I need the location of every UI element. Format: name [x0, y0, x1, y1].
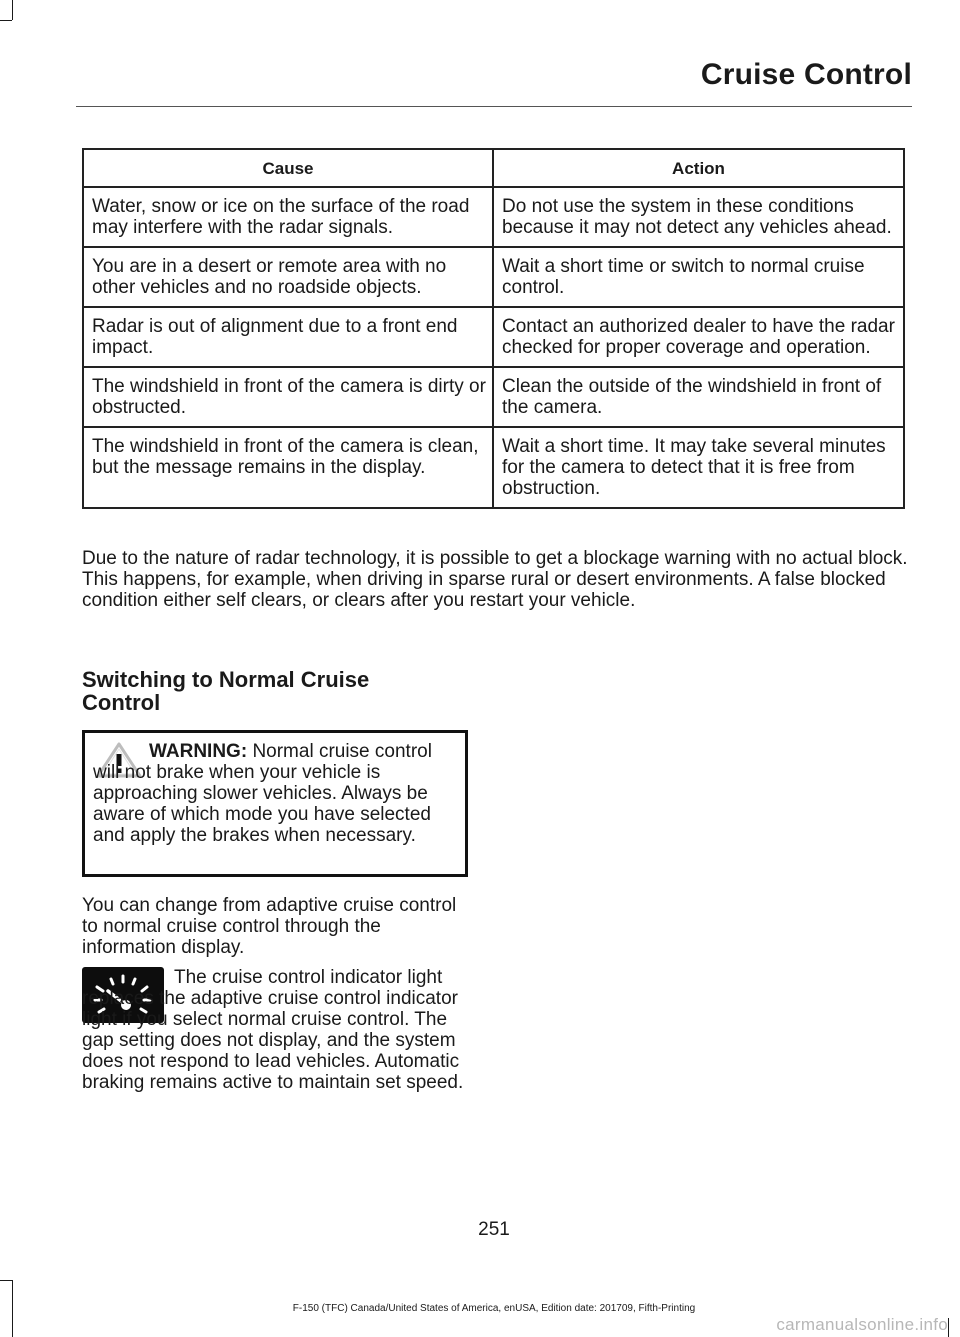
cause-cell: You are in a desert or remote area with no other vehicles and no roadside objects.: [83, 247, 493, 307]
column-header-action: Action: [493, 149, 904, 187]
column-header-cause: Cause: [83, 149, 493, 187]
action-cell: Wait a short time. It may take several minutes for the camera to detect that it is free from obstruction.: [493, 427, 904, 508]
table-row: [83, 307, 904, 367]
action-cell: Clean the outside of the windshield in front of the camera.: [493, 367, 904, 427]
warning-label: WARNING:: [149, 741, 248, 762]
page-number: 251: [478, 1219, 510, 1240]
page-title: Cruise Control: [700, 58, 912, 91]
radar-blockage-note: Due to the nature of radar technology, it is possible to get a blockage warning with no actual block. This happens, for example, when driving in sparse rural or desert environments. A false blocked condition either self clears, or clears after you restart your vehicle.: [82, 548, 908, 611]
action-cell: Do not use the system in these conditions because it may not detect any vehicles ahead.: [493, 187, 904, 247]
table-row: [83, 427, 904, 508]
indicator-text: The cruise control indicator light replaces the adaptive cruise control indicator light if you select normal cruise control. The gap setting does not display, and the system does not respond to lead vehicles. Automatic braking remains active to maintain set speed.: [82, 967, 464, 1093]
warning-text: [93, 741, 461, 846]
switch-instructions: You can change from adaptive cruise control to normal cruise control through the information display.: [82, 895, 457, 958]
header-divider: [76, 106, 912, 107]
cause-cell: The windshield in front of the camera is dirty or obstructed.: [83, 367, 493, 427]
crop-mark: [12, 0, 13, 20]
table-row: [83, 367, 904, 427]
warning-box: [82, 730, 468, 877]
crop-mark: [0, 20, 12, 21]
crop-mark: [948, 1318, 949, 1337]
indicator-description: [82, 967, 474, 1093]
table-row: [83, 187, 904, 247]
cause-cell: Radar is out of alignment due to a front end impact.: [83, 307, 493, 367]
table-header-row: [83, 149, 904, 187]
edition-line: F-150 (TFC) Canada/United States of America, enUSA, Edition date: 201709, Fifth-Printing: [292, 1303, 696, 1314]
action-cell: Contact an authorized dealer to have the radar checked for proper coverage and operation.: [493, 307, 904, 367]
section-heading: Switching to Normal Cruise Control: [82, 667, 370, 715]
cause-cell: The windshield in front of the camera is clean, but the message remains in the display.: [83, 427, 493, 508]
table-row: [83, 247, 904, 307]
cause-action-table: [82, 148, 905, 509]
cause-cell: Water, snow or ice on the surface of the road may interfere with the radar signals.: [83, 187, 493, 247]
action-cell: Wait a short time or switch to normal cruise control.: [493, 247, 904, 307]
watermark: carmanualsonline.info: [776, 1315, 948, 1334]
crop-mark: [0, 1280, 12, 1281]
warning-body: Normal cruise control will not brake when your vehicle is approaching slower vehicles. Always be aware of which mode you have selected and apply the brakes when necessary.: [93, 741, 432, 846]
